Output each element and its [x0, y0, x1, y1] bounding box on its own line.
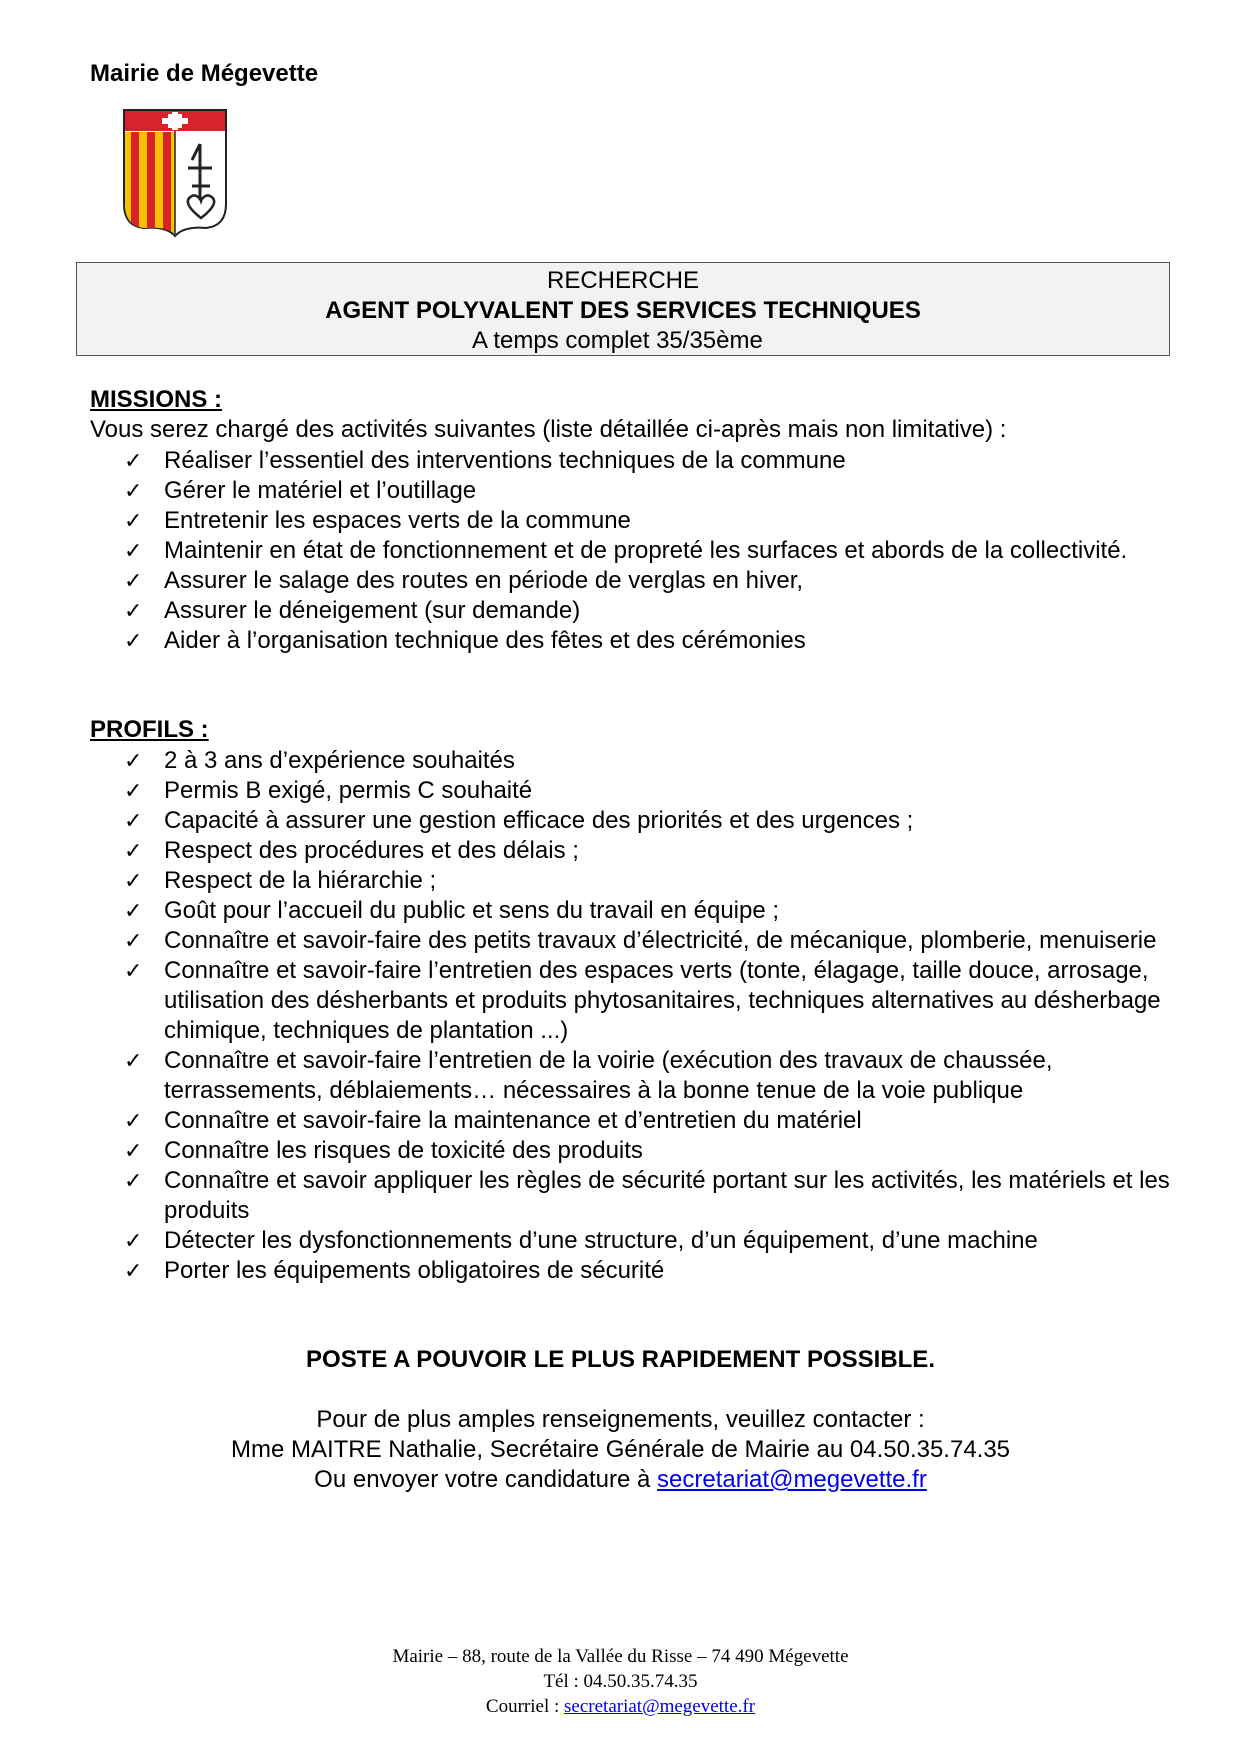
check-icon: ✓: [124, 448, 143, 473]
list-item: ✓ Connaître et savoir-faire l’entretien des espaces verts (tonte, élagage, taille douce, arrosage, utilisation des désherbants et produits phytosanitaires, techniques alternatives au désherbage chimique, techniques de plantation ...): [124, 957, 1161, 1044]
check-icon: ✓: [124, 598, 143, 623]
job-schedule: A temps complet 35/35ème: [472, 327, 763, 354]
job-title: AGENT POLYVALENT DES SERVICES TECHNIQUES: [325, 297, 921, 324]
check-icon: ✓: [124, 748, 143, 773]
organization-name: Mairie de Mégevette: [90, 60, 319, 87]
contact-line-1: Pour de plus amples renseignements, veuillez contacter :: [316, 1406, 925, 1433]
check-icon: ✓: [124, 898, 143, 923]
check-icon: ✓: [124, 508, 143, 533]
list-item: ✓ Détecter les dysfonctionnements d’une structure, d’un équipement, d’une machine: [124, 1227, 1038, 1254]
check-icon: ✓: [124, 1108, 143, 1133]
footer-email-link[interactable]: secretariat@megevette.fr: [564, 1696, 756, 1717]
list-item: ✓ Réaliser l’essentiel des interventions techniques de la commune: [124, 447, 846, 474]
profils-list: [90, 746, 1170, 1286]
list-item: ✓ Porter les équipements obligatoires de sécurité: [124, 1257, 665, 1284]
footer-courriel: Courriel : secretariat@megevette.fr: [485, 1696, 756, 1717]
missions-intro: Vous serez chargé des activités suivantes (liste détaillée ci-après mais non limitative) :: [90, 416, 1007, 443]
contact-line-2: Mme MAITRE Nathalie, Secrétaire Générale de Mairie au 04.50.35.74.35: [230, 1436, 1011, 1463]
contact-email-link[interactable]: secretariat@megevette.fr: [657, 1466, 927, 1493]
check-icon: ✓: [124, 628, 143, 653]
list-item: ✓ Connaître les risques de toxicité des produits: [124, 1137, 643, 1164]
list-item: ✓ 2 à 3 ans d’expérience souhaités: [124, 747, 515, 774]
check-icon: ✓: [124, 538, 143, 563]
footer: [0, 1644, 1241, 1719]
footer-tel: Tél : 04.50.35.74.35: [543, 1671, 698, 1692]
check-icon: ✓: [124, 778, 143, 803]
check-icon: ✓: [124, 958, 143, 983]
check-icon: ✓: [124, 808, 143, 833]
list-item: ✓ Aider à l’organisation technique des fêtes et des cérémonies: [124, 627, 806, 654]
footer-address: Mairie – 88, route de la Vallée du Risse – 74 490 Mégevette: [392, 1646, 849, 1667]
title-recherche: RECHERCHE: [546, 267, 699, 294]
list-item: ✓ Permis B exigé, permis C souhaité: [124, 777, 533, 804]
contact-line-3: Ou envoyer votre candidature à secretariat@megevette.fr: [314, 1466, 927, 1493]
poste-announcement: POSTE A POUVOIR LE PLUS RAPIDEMENT POSSIBLE.: [306, 1346, 935, 1373]
check-icon: ✓: [124, 928, 143, 953]
check-icon: ✓: [124, 1168, 143, 1193]
list-item: ✓ Capacité à assurer une gestion efficace des priorités et des urgences ;: [124, 807, 914, 834]
title-box: [76, 262, 1170, 356]
list-item: ✓ Assurer le salage des routes en période de verglas en hiver,: [124, 567, 804, 594]
missions-list: [90, 446, 1170, 656]
check-icon: ✓: [124, 868, 143, 893]
list-item: ✓ Assurer le déneigement (sur demande): [124, 597, 581, 624]
list-item: ✓ Connaître et savoir-faire la maintenance et d’entretien du matériel: [124, 1107, 862, 1134]
list-item: ✓ Respect des procédures et des délais ;: [124, 837, 579, 864]
check-icon: ✓: [124, 1228, 143, 1253]
list-item: ✓ Goût pour l’accueil du public et sens du travail en équipe ;: [124, 897, 780, 924]
check-icon: ✓: [124, 568, 143, 593]
check-icon: ✓: [124, 1258, 143, 1283]
list-item: ✓ Entretenir les espaces verts de la commune: [124, 507, 631, 534]
profils-heading: PROFILS :: [90, 716, 209, 743]
list-item: ✓ Connaître et savoir appliquer les règles de sécurité portant sur les activités, les matériels et les produits: [124, 1167, 1170, 1224]
coat-of-arms-logo: [122, 108, 228, 238]
list-item: ✓ Gérer le matériel et l’outillage: [124, 477, 477, 504]
check-icon: ✓: [124, 478, 143, 503]
check-icon: ✓: [124, 838, 143, 863]
list-item: ✓ Connaître et savoir-faire l’entretien de la voirie (exécution des travaux de chaussée, terrassements, déblaiements… nécessaires à la bonne tenue de la voie publique: [124, 1047, 1053, 1104]
missions-heading: MISSIONS :: [90, 386, 223, 413]
list-item: ✓ Maintenir en état de fonctionnement et de propreté les surfaces et abords de la collectivité.: [124, 537, 1128, 564]
check-icon: ✓: [124, 1048, 143, 1073]
list-item: ✓ Respect de la hiérarchie ;: [124, 867, 437, 894]
list-item: ✓ Connaître et savoir-faire des petits travaux d’électricité, de mécanique, plomberie, menuiserie: [124, 927, 1157, 954]
check-icon: ✓: [124, 1138, 143, 1163]
